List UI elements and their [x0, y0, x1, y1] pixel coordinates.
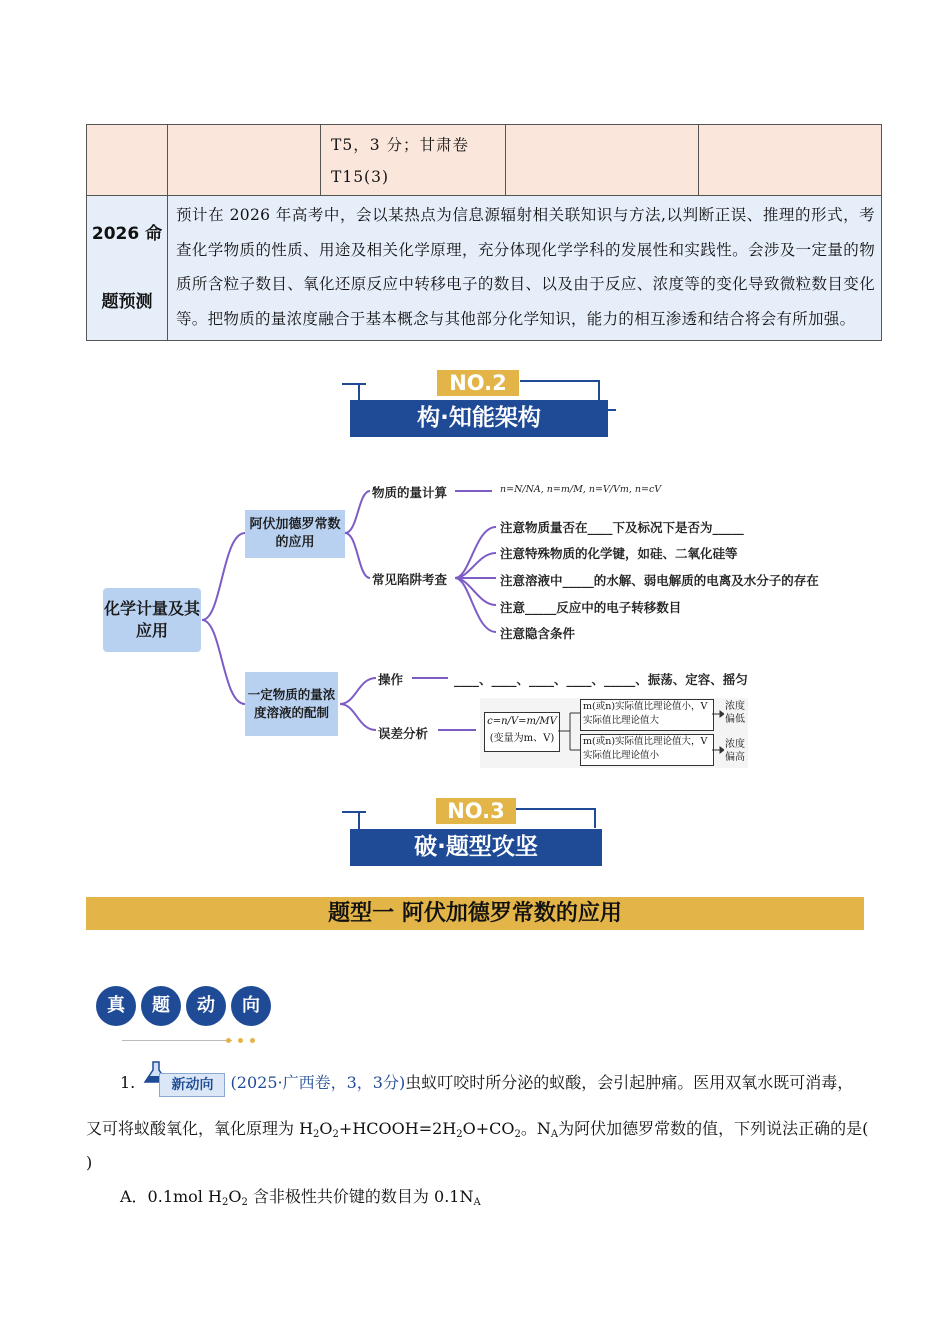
new-direction-tag: 新动向 — [157, 1072, 225, 1096]
badge-char: 向 — [231, 986, 271, 1026]
exam-info-table — [86, 124, 882, 341]
prediction-label: 2026 命 题预测 — [87, 196, 168, 341]
mindmap-op-text: ____、____、____、____、_____、振荡、定容、摇匀 — [454, 672, 748, 687]
badge-char: 真 — [96, 986, 136, 1026]
question-type-header: 题型一 阿伏加德罗常数的应用 — [86, 897, 864, 930]
mindmap-root: 化学计量及其应用 — [103, 588, 201, 652]
badge-char: 动 — [186, 986, 226, 1026]
section-number: NO.3 — [436, 798, 516, 824]
mindmap-trap-item: 注意物质量否在____下及标况下是否为_____ — [500, 520, 744, 535]
error-case-high: m(或n)实际值比理论值大，V实际值比理论值小 — [580, 734, 714, 766]
section-title: 构·知能架构 — [350, 400, 608, 437]
result-low: 浓度偏低 — [725, 701, 745, 725]
decor-dot — [238, 1038, 243, 1043]
question-source: (2025·广西卷，3，3分) — [230, 1073, 406, 1092]
error-analysis-diagram — [480, 698, 748, 768]
table-row — [87, 125, 882, 196]
mindmap-branch-solution: 一定物质的量浓度溶液的配制 — [245, 672, 338, 736]
table-cell: T5，3 分；甘肃卷 T15(3) — [321, 125, 506, 196]
concentration-formula: c=n/V=m/MV (变量为m、V) — [484, 712, 560, 752]
mindmap-trap-item: 注意隐含条件 — [500, 626, 576, 641]
question-1-line1: 1. 新动向 (2025·广西卷，3，3分)虫蚁叮咬时所分泌的蚁酸，会引起肿痛。医用双氧水既可消毒， — [120, 1070, 853, 1096]
question-1-line3: ) — [86, 1153, 93, 1172]
mindmap-branch-avogadro: 阿伏加德罗常数的应用 — [245, 510, 345, 558]
section-title: 破·题型攻坚 — [350, 829, 602, 866]
option-a: A．0.1mol $H_2O_2$ 含非极性共价键的数目为 $0.1N_A$ — [120, 1187, 481, 1208]
mindmap-calc-label: 物质的量计算 — [372, 485, 448, 500]
error-case-low: m(或n)实际值比理论值小，V实际值比理论值大 — [580, 699, 714, 731]
decor-dot — [226, 1038, 231, 1043]
prediction-text: 预计在 2026 年高考中，会以某热点为信息源辐射相关联知识与方法,以判断正误、推理的形式，考查化学物质的性质、用途及相关化学原理，充分体现化学学科的发展性和实践性。会涉及一定量的物质所含粒子数目、氧化还原反应中转移电子的数目、以及由于反应、浓度等的变化导致微粒数目变化等。把物质的量浓度融合于基本概念与其他部分化学知识，能力的相互渗透和结合将会有所加强。 — [168, 196, 882, 341]
question-1-line2: 又可将蚁酸氧化，氧化原理为 $H_2O_2+HCOOH=2H_2O+CO_2$。$N_A$为阿伏加德罗常数的值，下列说法正确的是( — [86, 1119, 869, 1140]
question-number: 1. — [120, 1073, 136, 1092]
mindmap-trap-item: 注意特殊物质的化学键，如硅、二氧化硅等 — [500, 546, 738, 561]
badge-char: 题 — [141, 986, 181, 1026]
decor-dot — [250, 1038, 255, 1043]
mindmap-trap-label: 常见陷阱考查 — [372, 572, 448, 587]
mindmap-trap-item: 注意溶液中_____的水解、弱电解质的电离及水分子的存在 — [500, 573, 819, 588]
mindmap-op-label: 操作 — [378, 672, 404, 687]
badge-underline — [122, 1040, 232, 1041]
mindmap-error-label: 误差分析 — [378, 726, 429, 741]
result-high: 浓度偏高 — [725, 739, 745, 763]
mindmap-trap-item: 注意_____反应中的电子转移数目 — [500, 600, 682, 615]
section-number: NO.2 — [437, 370, 519, 396]
table-row — [87, 196, 882, 341]
mindmap-calc-formula: n=N/NA, n=m/M, n=V/Vm, n=cV — [500, 484, 662, 495]
